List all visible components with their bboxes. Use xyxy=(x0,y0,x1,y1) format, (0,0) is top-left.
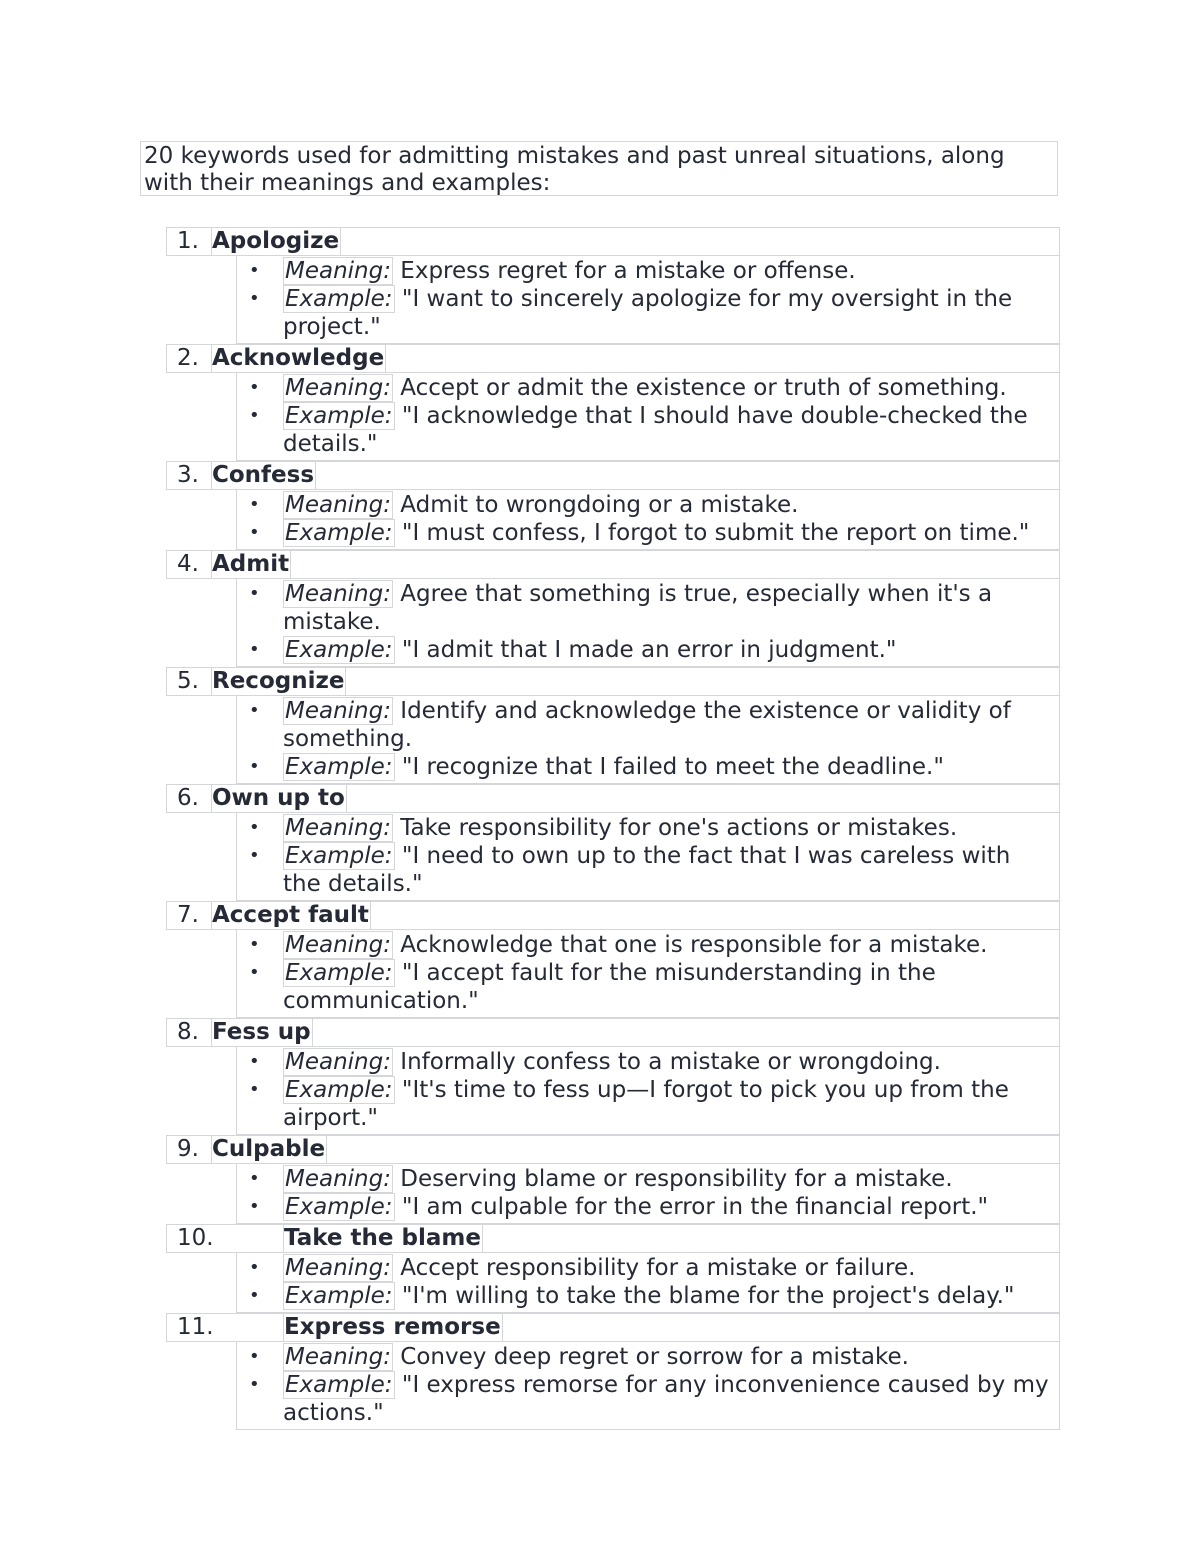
meaning-label: Meaning: xyxy=(285,1255,391,1281)
meaning-text: Agree that something is true, especially when it's a mistake. xyxy=(283,581,993,635)
bullet-icon: • xyxy=(249,494,260,515)
entry-number: 11. xyxy=(177,1314,214,1340)
keyword-entry xyxy=(166,667,1060,784)
term-row xyxy=(166,1224,1060,1253)
entry-number: 4. xyxy=(177,551,199,577)
entry-number: 8. xyxy=(177,1019,199,1045)
meaning-text: Express regret for a mistake or offense. xyxy=(400,258,856,284)
bullet-icon: • xyxy=(249,1196,260,1217)
meaning-text: Acknowledge that one is responsible for a mistake. xyxy=(400,932,988,958)
term-row xyxy=(166,667,1060,696)
meaning-label: Meaning: xyxy=(285,581,391,607)
meaning-label: Meaning: xyxy=(285,258,391,284)
example-label: Example: xyxy=(285,754,393,780)
term-details xyxy=(236,490,1060,550)
example-text: "I want to sincerely apologize for my oversight in the project." xyxy=(283,286,1013,340)
term-row xyxy=(166,344,1060,373)
bullet-icon: • xyxy=(249,260,260,281)
bullet-icon: • xyxy=(249,1168,260,1189)
bullet-icon: • xyxy=(249,1079,260,1100)
meaning-text: Informally confess to a mistake or wrongdoing. xyxy=(400,1049,941,1075)
example-label: Example: xyxy=(285,1283,393,1309)
example-label: Example: xyxy=(285,843,393,869)
meaning-item xyxy=(237,1048,1059,1076)
keyword-entry xyxy=(166,901,1060,1018)
term-details xyxy=(236,256,1060,344)
meaning-item xyxy=(237,1343,1059,1371)
bullet-icon: • xyxy=(249,756,260,777)
meaning-label: Meaning: xyxy=(285,1166,391,1192)
example-text: "I need to own up to the fact that I was careless with the details." xyxy=(283,843,1011,897)
example-item xyxy=(237,753,1059,781)
entry-number: 5. xyxy=(177,668,199,694)
example-text: "I express remorse for any inconvenience caused by my actions." xyxy=(283,1372,1049,1426)
term-label: Apologize xyxy=(212,228,340,254)
term-label: Culpable xyxy=(212,1136,326,1162)
example-label: Example: xyxy=(285,1372,393,1398)
term-row xyxy=(166,901,1060,930)
term-details xyxy=(236,1047,1060,1135)
bullet-icon: • xyxy=(249,845,260,866)
example-item xyxy=(237,842,1059,898)
bullet-icon: • xyxy=(249,639,260,660)
example-label: Example: xyxy=(285,1194,393,1220)
keyword-entry xyxy=(166,550,1060,667)
term-details xyxy=(236,1342,1060,1430)
meaning-item xyxy=(237,1254,1059,1282)
term-label: Admit xyxy=(212,551,290,577)
keyword-entry xyxy=(166,784,1060,901)
meaning-label: Meaning: xyxy=(285,492,391,518)
bullet-icon: • xyxy=(249,700,260,721)
bullet-icon: • xyxy=(249,1374,260,1395)
example-label: Example: xyxy=(285,960,393,986)
example-item xyxy=(237,1076,1059,1132)
term-label: Confess xyxy=(212,462,315,488)
entry-number: 3. xyxy=(177,462,199,488)
example-label: Example: xyxy=(285,1077,393,1103)
keyword-entry xyxy=(166,1018,1060,1135)
example-label: Example: xyxy=(285,286,393,312)
bullet-icon: • xyxy=(249,1285,260,1306)
keyword-entry xyxy=(166,344,1060,461)
term-row xyxy=(166,550,1060,579)
term-row xyxy=(166,227,1060,256)
bullet-icon: • xyxy=(249,934,260,955)
term-details xyxy=(236,579,1060,667)
term-row xyxy=(166,1018,1060,1047)
example-text: "I recognize that I failed to meet the deadline." xyxy=(401,754,944,780)
term-label: Take the blame xyxy=(284,1225,481,1251)
meaning-item xyxy=(237,374,1059,402)
entry-number: 1. xyxy=(177,228,199,254)
keyword-entry xyxy=(166,1135,1060,1224)
example-item xyxy=(237,636,1059,664)
term-details xyxy=(236,813,1060,901)
example-item xyxy=(237,959,1059,1015)
meaning-text: Deserving blame or responsibility for a mistake. xyxy=(400,1166,953,1192)
meaning-text: Admit to wrongdoing or a mistake. xyxy=(400,492,799,518)
meaning-label: Meaning: xyxy=(285,698,391,724)
bullet-icon: • xyxy=(249,817,260,838)
term-row xyxy=(166,1135,1060,1164)
meaning-text: Convey deep regret or sorrow for a mistake. xyxy=(400,1344,909,1370)
meaning-item xyxy=(237,931,1059,959)
meaning-label: Meaning: xyxy=(285,815,391,841)
meaning-item xyxy=(237,1165,1059,1193)
keyword-list xyxy=(166,227,1060,1430)
example-item xyxy=(237,519,1059,547)
term-details xyxy=(236,373,1060,461)
bullet-icon: • xyxy=(249,1051,260,1072)
example-text: "I'm willing to take the blame for the project's delay." xyxy=(401,1283,1015,1309)
example-text: "I acknowledge that I should have double-checked the details." xyxy=(283,403,1028,457)
term-details xyxy=(236,696,1060,784)
example-text: "I must confess, I forgot to submit the report on time." xyxy=(401,520,1030,546)
entry-number: 2. xyxy=(177,345,199,371)
term-row xyxy=(166,1313,1060,1342)
keyword-entry xyxy=(166,461,1060,550)
example-label: Example: xyxy=(285,403,393,429)
term-row xyxy=(166,784,1060,813)
meaning-text: Accept responsibility for a mistake or failure. xyxy=(400,1255,916,1281)
meaning-text: Take responsibility for one's actions or mistakes. xyxy=(400,815,958,841)
bullet-icon: • xyxy=(249,1257,260,1278)
entry-number: 7. xyxy=(177,902,199,928)
example-text: "I accept fault for the misunderstanding in the communication." xyxy=(283,960,936,1014)
bullet-icon: • xyxy=(249,377,260,398)
bullet-icon: • xyxy=(249,962,260,983)
intro-paragraph: 20 keywords used for admitting mistakes and past unreal situations, along with their meanings and examples: xyxy=(140,141,1058,196)
bullet-icon: • xyxy=(249,405,260,426)
example-item xyxy=(237,1282,1059,1310)
bullet-icon: • xyxy=(249,1346,260,1367)
meaning-item xyxy=(237,580,1059,636)
meaning-item xyxy=(237,814,1059,842)
term-row xyxy=(166,461,1060,490)
term-label: Own up to xyxy=(212,785,345,811)
bullet-icon: • xyxy=(249,522,260,543)
example-text: "It's time to fess up—I forgot to pick you up from the airport." xyxy=(283,1077,1009,1131)
meaning-label: Meaning: xyxy=(285,375,391,401)
example-item xyxy=(237,1193,1059,1221)
meaning-label: Meaning: xyxy=(285,1049,391,1075)
example-label: Example: xyxy=(285,520,393,546)
meaning-item xyxy=(237,257,1059,285)
keyword-entry xyxy=(166,227,1060,344)
example-item xyxy=(237,285,1059,341)
term-label: Acknowledge xyxy=(212,345,385,371)
example-item xyxy=(237,1371,1059,1427)
entry-number: 6. xyxy=(177,785,199,811)
bullet-icon: • xyxy=(249,288,260,309)
example-item xyxy=(237,402,1059,458)
meaning-label: Meaning: xyxy=(285,932,391,958)
bullet-icon: • xyxy=(249,583,260,604)
meaning-label: Meaning: xyxy=(285,1344,391,1370)
example-text: "I am culpable for the error in the financial report." xyxy=(401,1194,989,1220)
example-text: "I admit that I made an error in judgment." xyxy=(401,637,897,663)
entry-number: 9. xyxy=(177,1136,199,1162)
term-details xyxy=(236,1253,1060,1313)
term-label: Fess up xyxy=(212,1019,311,1045)
keyword-entry xyxy=(166,1313,1060,1430)
meaning-item xyxy=(237,491,1059,519)
term-label: Recognize xyxy=(212,668,345,694)
term-details xyxy=(236,930,1060,1018)
keyword-entry xyxy=(166,1224,1060,1313)
meaning-item xyxy=(237,697,1059,753)
meaning-text: Accept or admit the existence or truth of something. xyxy=(400,375,1007,401)
term-label: Express remorse xyxy=(284,1314,501,1340)
term-label: Accept fault xyxy=(212,902,369,928)
term-details xyxy=(236,1164,1060,1224)
example-label: Example: xyxy=(285,637,393,663)
meaning-text: Identify and acknowledge the existence or validity of something. xyxy=(283,698,1011,752)
entry-number: 10. xyxy=(177,1225,214,1251)
